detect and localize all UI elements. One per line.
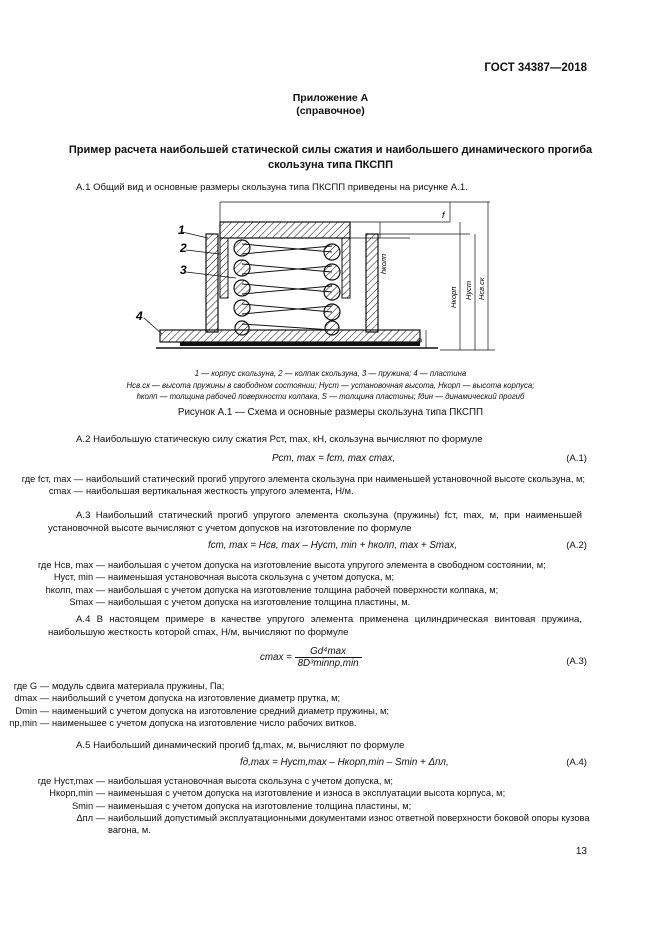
formula-a4-number: (А.4) <box>566 757 587 768</box>
def-symbol: где G — <box>13 681 49 691</box>
def-text: наибольший статический прогиб упругого элемента скользуна при наименьшей установочной высоте скользуна, м; <box>86 474 585 484</box>
def-row <box>0 800 592 812</box>
formula-a2: fст, max = Hсв, max – Hуст, min + hколп, max + Smax, <box>208 540 458 551</box>
def-symbol: где fст, max — <box>21 474 83 484</box>
def-row <box>0 775 592 787</box>
legend-line-1: 1 — корпус скользуна, 2 — колпак скользуна, 3 — пружина; 4 — пластина <box>194 369 467 378</box>
def-symbol: hколп, max — <box>45 584 105 595</box>
cap-left-side <box>220 238 228 298</box>
def-row <box>0 717 586 729</box>
def-text: наименьший с учетом допуска на изготовление средний диаметр пружины, м; <box>52 705 390 716</box>
def-row <box>20 473 588 485</box>
a4-text: А.4 В настоящем примере в качестве упругого элемента применена цилиндрическая винтовая пружина, наибольшую жесткость которой cmax, Н/м, вычисляют по формуле <box>48 614 582 638</box>
figure-caption: Рисунок А.1 — Схема и основные размеры скользуна типа ПКСПП <box>177 407 484 418</box>
def-row <box>0 584 592 596</box>
appendix-title: Приложение А <box>292 92 369 104</box>
housing-right-wall <box>366 234 378 332</box>
dim-hsv: Hсв.ск <box>477 277 486 300</box>
section-title: Пример расчета наибольшей статической силы сжатия и наибольшего динамического прогиба скользуна типа ПКСПП <box>68 144 593 171</box>
formula-a4: fд,max = Hуст,max – Hкорп,min – Smin + Δпл, <box>240 757 449 768</box>
def-symbol: cmax — <box>48 486 83 497</box>
def-row <box>0 787 592 799</box>
dim-hkolp: hколп <box>379 253 388 274</box>
def-text: наименьшая установочная высота скользуна с учетом допуска, м; <box>108 572 394 583</box>
def-text: наименьшая с учетом допуска на изготовление толщина пластины, м; <box>108 800 412 811</box>
cap-top <box>220 222 350 238</box>
def-row <box>0 692 586 704</box>
def-row <box>0 812 592 837</box>
def-symbol: dmax — <box>14 693 49 704</box>
def-row <box>20 485 588 497</box>
base-plate <box>160 330 420 342</box>
formula-a3-left: cmax = <box>260 652 292 664</box>
a4-definitions <box>0 680 586 729</box>
a5-text: А.5 Наибольший динамический прогиб fд,max, м, вычисляют по формуле <box>76 740 405 751</box>
dim-hkorp: Hкорп <box>449 286 458 308</box>
def-text: наименьшая с учетом допуска на изготовление и износа в эксплуатации высота корпуса, м; <box>108 788 506 799</box>
a2-definitions <box>20 473 588 498</box>
def-text: наибольшая вертикальная жесткость упругого элемента, Н/м. <box>86 486 354 497</box>
page-number: 13 <box>575 846 587 857</box>
def-text: наименьшее с учетом допуска на изготовление число рабочих витков. <box>52 717 357 728</box>
callout-2: 2 <box>180 241 187 255</box>
slider-drawing <box>120 192 520 362</box>
cap-right-side <box>342 238 350 298</box>
def-row <box>0 559 592 571</box>
formula-a2-number: (А.2) <box>566 540 587 551</box>
formula-a1-number: (А.1) <box>566 453 587 464</box>
formula-a1: Pст, max = fст, max cmax, <box>272 453 396 464</box>
def-symbol: nр,min — <box>9 717 49 728</box>
def-row <box>0 571 592 583</box>
figure-legend <box>60 368 601 403</box>
formula-a3 <box>260 646 362 669</box>
dim-hust: Hуст <box>464 280 473 300</box>
def-text: наибольшая с учетом допуска на изготовление толщина пластины, м. <box>108 596 411 607</box>
formula-a3-fraction <box>295 646 362 669</box>
def-row <box>0 680 586 692</box>
housing-left-wall <box>206 234 218 332</box>
a3-text: А.3 Наибольший статический прогиб упругого элемента скользуна (пружины) fст, max, м, при наименьшей установочной высоте вычисляют с учетом допусков на изготовление по формуле <box>48 510 582 534</box>
def-text: наибольшая установочная высота скользуна с учетом допуска, м; <box>108 776 393 786</box>
callout-4: 4 <box>136 309 143 323</box>
def-text: наибольший с учетом допуска на изготовление диаметр прутка, м; <box>52 693 341 704</box>
def-symbol: Smin — <box>71 800 105 811</box>
fraction-denominator: 8D³minnр,min <box>297 658 359 669</box>
spring-coils <box>242 244 332 330</box>
def-symbol: Dmin — <box>15 705 49 716</box>
def-row <box>0 705 586 717</box>
dim-s: s <box>415 338 424 342</box>
def-symbol: Smax — <box>69 596 105 607</box>
standard-code: ГОСТ 34387—2018 <box>484 62 587 74</box>
def-text: наибольший допустимый эксплуатационными документами износ ответной поверхности боковой опоры кузова вагона, м. <box>108 812 590 836</box>
def-symbol: где Hсв, max — <box>37 560 105 570</box>
a3-definitions <box>0 559 592 608</box>
def-symbol: Δпл — <box>76 812 105 823</box>
def-symbol: Hуст, min — <box>53 572 105 583</box>
callout-1: 1 <box>178 223 185 237</box>
legend-line-2: Hсв.ск — высота пружины в свободном состоянии; Hуст — установочная высота, Hкорп — высота корпуса; <box>126 380 535 390</box>
def-text: наибольшая с учетом допуска на изготовление высота упругого элемента в свободном состоянии, м; <box>108 560 546 570</box>
def-row <box>0 596 592 608</box>
def-symbol: где Hуст,max — <box>37 776 105 786</box>
fraction-numerator: Gd⁴max <box>295 646 362 658</box>
legend-line-3: hколп — толщина рабочей поверхности колпака, S — толщина пластины; fдин — динамический прогиб <box>136 392 525 401</box>
plate-s <box>180 342 420 346</box>
def-text: наибольшая с учетом допуска на изготовление толщина рабочей поверхности колпака, м; <box>108 584 499 595</box>
a5-definitions <box>0 775 592 836</box>
appendix-subtitle: (справочное) <box>296 105 365 117</box>
a2-text: А.2 Наибольшую статическую силу сжатия Pст, max, кН, скользуна вычисляют по формуле <box>76 434 483 445</box>
def-symbol: Hкорп,min — <box>49 788 105 799</box>
formula-a3-number: (А.3) <box>566 656 587 667</box>
figure-intro: А.1 Общий вид и основные размеры скользуна типа ПКСПП приведены на рисунке А.1. <box>76 182 468 193</box>
callout-3: 3 <box>180 263 187 277</box>
appendix-heading <box>0 92 661 118</box>
dim-f: f <box>442 210 445 220</box>
def-text: модуль сдвига материала пружины, Па; <box>52 681 225 691</box>
